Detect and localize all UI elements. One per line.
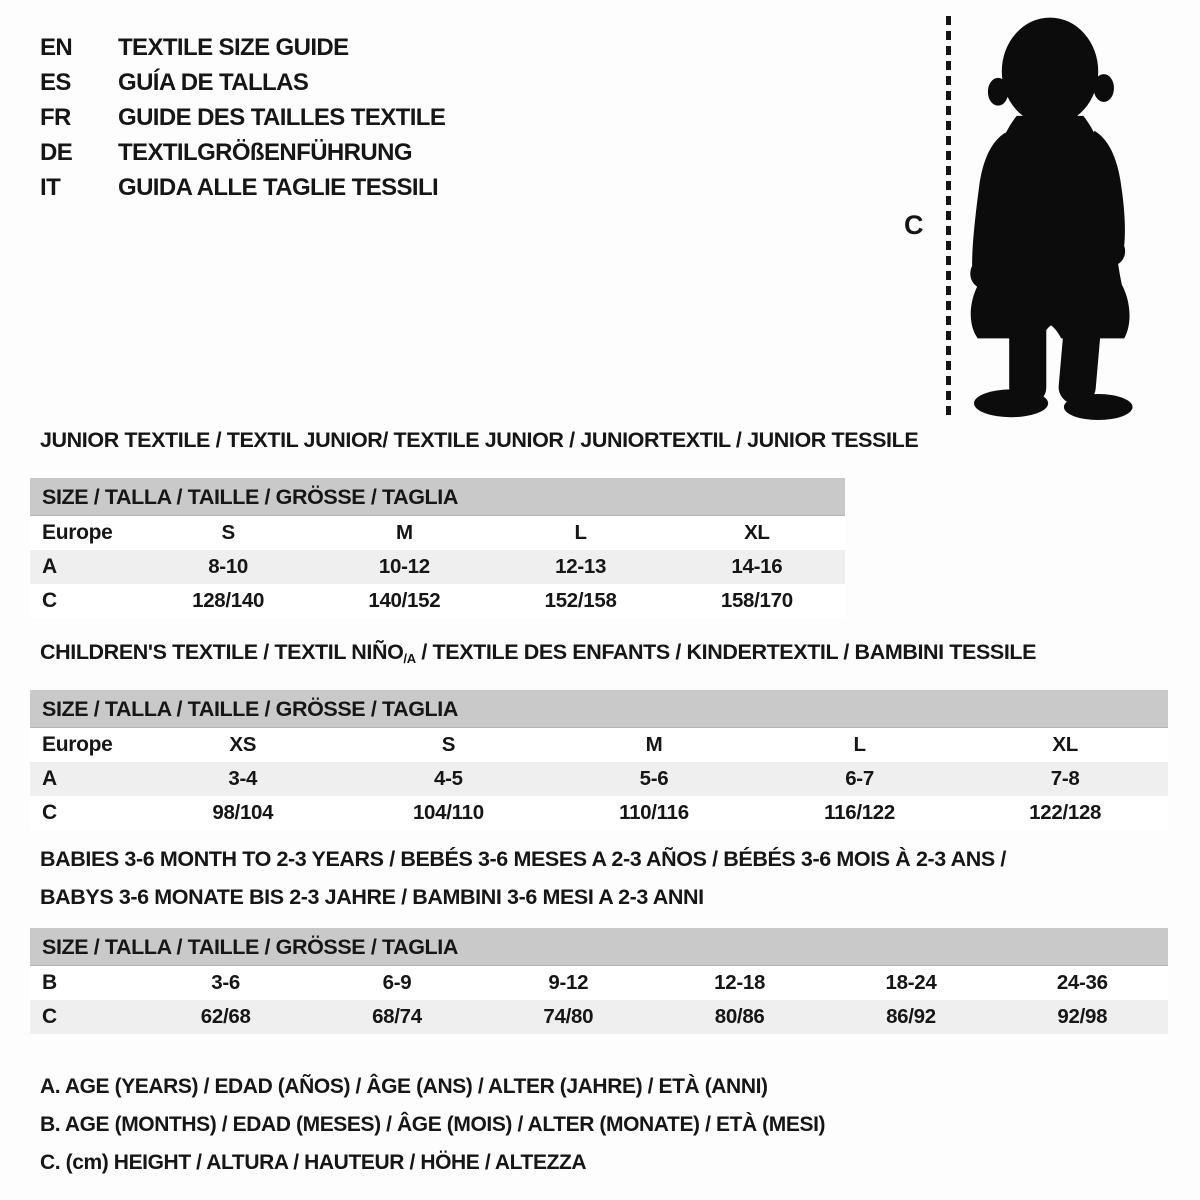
table-row xyxy=(30,762,1168,796)
language-title: TEXTILE SIZE GUIDE xyxy=(118,33,349,61)
value-cell: 6-7 xyxy=(845,767,874,790)
value-cell: 86/92 xyxy=(886,1005,936,1028)
language-code: IT xyxy=(40,173,61,201)
row-label: C xyxy=(42,801,57,824)
row-label: A xyxy=(42,555,57,578)
language-code: ES xyxy=(40,68,71,96)
junior-section-title: JUNIOR TEXTILE / TEXTIL JUNIOR/ TEXTILE JUNIOR / JUNIORTEXTIL / JUNIOR TESSILE xyxy=(40,428,919,452)
table-row xyxy=(30,516,845,550)
value-cell: 68/74 xyxy=(372,1005,422,1028)
children-title-subscript: /A xyxy=(403,651,416,666)
value-cell: 104/110 xyxy=(412,801,484,824)
junior-size-table xyxy=(30,478,845,618)
table-row xyxy=(30,550,845,584)
size-cell: S xyxy=(221,521,235,544)
value-cell: 122/128 xyxy=(1029,801,1102,824)
row-label: C xyxy=(42,1005,57,1028)
language-code: DE xyxy=(40,138,73,166)
babies-title-line1: BABIES 3-6 MONTH TO 2-3 YEARS / BEBÉS 3-6 MESES A 2-3 AÑOS / BÉBÉS 3-6 MOIS À 2-3 ANS / xyxy=(40,847,1006,871)
size-header-band: SIZE / TALLA / TAILLE / GRÖSSE / TAGLIA xyxy=(30,690,1168,728)
value-cell: 116/122 xyxy=(824,801,896,824)
table-row xyxy=(30,728,1168,762)
legend-line-age-months: B. AGE (MONTHS) / EDAD (MESES) / ÂGE (MOIS) / ALTER (MONATE) / ETÀ (MESI) xyxy=(40,1113,826,1136)
height-measure-label: C xyxy=(904,210,924,240)
baby-silhouette-icon xyxy=(952,12,1148,420)
legend-line-age-years: A. AGE (YEARS) / EDAD (AÑOS) / ÂGE (ANS) / ALTER (JAHRE) / ETÀ (ANNI) xyxy=(40,1075,768,1098)
children-title-text: / TEXTILE DES ENFANTS / KINDERTEXTIL / BAMBINI TESSILE xyxy=(415,640,1037,664)
size-cell: M xyxy=(395,521,413,544)
value-cell: 128/140 xyxy=(192,589,265,612)
size-header-band: SIZE / TALLA / TAILLE / GRÖSSE / TAGLIA xyxy=(30,928,1168,966)
height-measure-line xyxy=(946,16,951,416)
size-cell: M xyxy=(645,733,663,756)
children-section-title xyxy=(40,640,1036,666)
table-row xyxy=(30,966,1168,1000)
legend xyxy=(40,1068,825,1182)
list-item xyxy=(40,170,445,205)
language-list xyxy=(40,30,445,205)
legend-line-height: C. (cm) HEIGHT / ALTURA / HAUTEUR / HÖHE / ALTEZZA xyxy=(40,1151,587,1174)
value-cell: 18-24 xyxy=(885,971,937,994)
value-cell: 24-36 xyxy=(1056,971,1108,994)
list-item xyxy=(40,65,445,100)
language-title: TEXTILGRÖßENFÜHRUNG xyxy=(118,138,412,166)
table-row xyxy=(30,584,845,618)
value-cell: 98/104 xyxy=(212,801,274,824)
value-cell: 5-6 xyxy=(639,767,669,790)
value-cell: 80/86 xyxy=(714,1005,765,1028)
size-cell: L xyxy=(574,521,587,544)
size-cell: XS xyxy=(229,733,257,756)
value-cell: 140/152 xyxy=(368,589,441,612)
value-cell: 152/158 xyxy=(544,589,617,612)
value-cell: 92/98 xyxy=(1057,1005,1108,1028)
value-cell: 6-9 xyxy=(382,971,412,994)
list-item xyxy=(40,30,445,65)
value-cell: 74/80 xyxy=(543,1005,594,1028)
value-cell: 158/170 xyxy=(720,589,793,612)
value-cell: 110/116 xyxy=(619,801,689,824)
children-title-text: CHILDREN'S TEXTILE / TEXTIL NIÑO xyxy=(40,640,404,664)
value-cell: 9-12 xyxy=(548,971,589,994)
children-size-table xyxy=(30,690,1168,830)
value-cell: 3-4 xyxy=(228,767,258,790)
language-title: GUIDE DES TAILLES TEXTILE xyxy=(118,103,446,131)
value-cell: 12-13 xyxy=(555,555,607,578)
value-cell: 7-8 xyxy=(1050,767,1080,790)
row-label: C xyxy=(42,589,57,612)
table-row xyxy=(30,1000,1168,1034)
babies-size-table xyxy=(30,928,1168,1034)
list-item xyxy=(40,135,445,170)
size-cell: S xyxy=(441,733,456,756)
size-cell: XL xyxy=(744,521,770,544)
language-title: GUIDA ALLE TAGLIE TESSILI xyxy=(118,173,439,201)
language-title: GUÍA DE TALLAS xyxy=(118,68,309,96)
language-code: EN xyxy=(40,33,73,61)
row-label: B xyxy=(42,971,57,994)
value-cell: 62/68 xyxy=(200,1005,251,1028)
value-cell: 12-18 xyxy=(714,971,766,994)
value-cell: 4-5 xyxy=(434,767,463,790)
list-item xyxy=(40,100,445,135)
row-label: Europe xyxy=(42,521,113,544)
language-code: FR xyxy=(40,103,71,131)
value-cell: 14-16 xyxy=(731,555,783,578)
babies-section-title xyxy=(40,840,1006,916)
table-row xyxy=(30,796,1168,830)
size-cell: L xyxy=(853,733,866,756)
size-cell: XL xyxy=(1052,733,1078,756)
size-header-band: SIZE / TALLA / TAILLE / GRÖSSE / TAGLIA xyxy=(30,478,845,516)
row-label: A xyxy=(42,767,57,790)
row-label: Europe xyxy=(42,733,113,756)
value-cell: 3-6 xyxy=(211,971,241,994)
babies-title-line2: BABYS 3-6 MONATE BIS 2-3 JAHRE / BAMBINI 3-6 MESI A 2-3 ANNI xyxy=(40,885,704,909)
value-cell: 8-10 xyxy=(208,555,249,578)
value-cell: 10-12 xyxy=(378,555,430,578)
